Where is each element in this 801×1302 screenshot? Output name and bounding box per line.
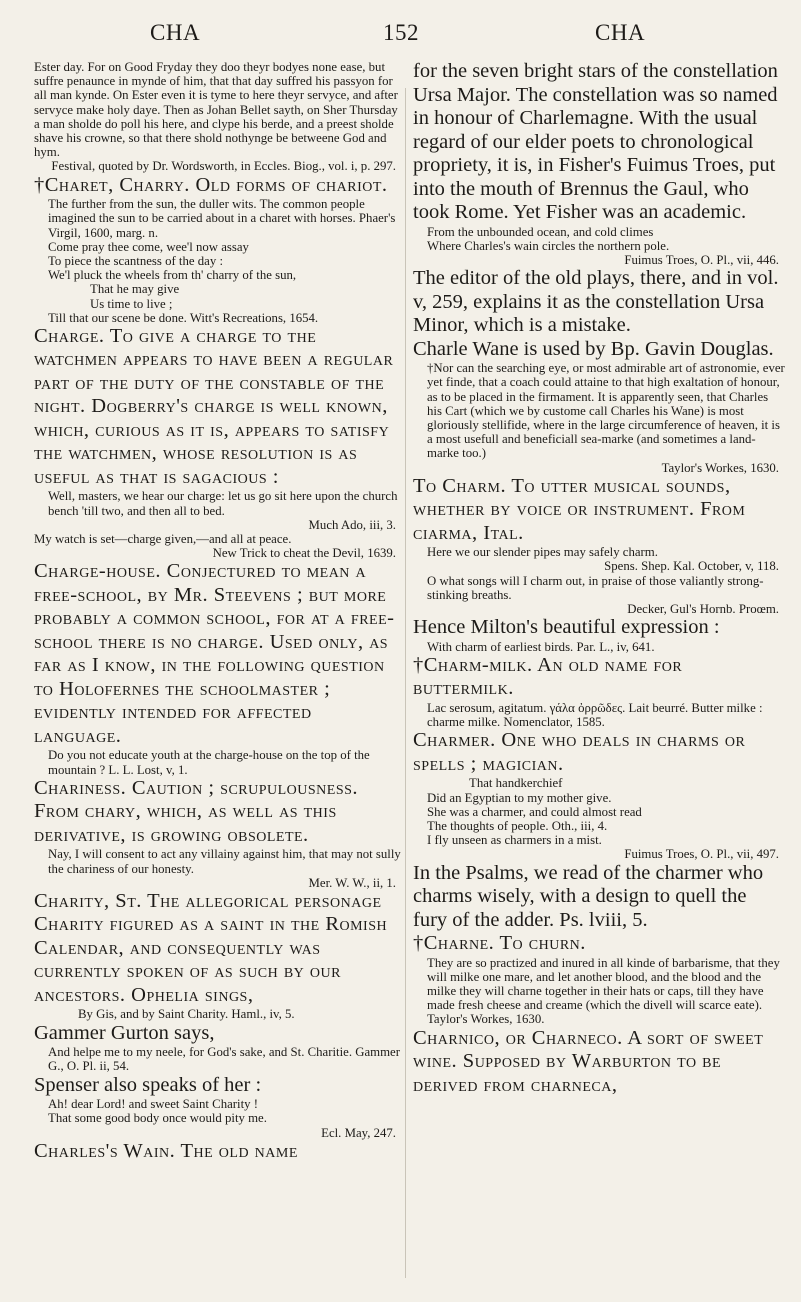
right-column xyxy=(413,60,785,1097)
quotation-text: And helpe me to my neele, for God's sake, and St. Charitie. Gammer G., O. Pl. ii, 54. xyxy=(48,1045,400,1074)
quotation-text: Do you not educate youth at the charge-house on the top of the mountain ? L. L. Lost, v, 1. xyxy=(48,748,370,777)
body-text: Hence Milton's beautiful expression : xyxy=(413,616,720,639)
quotation-text: By Gis, and by Saint Charity. Haml., iv, 5. xyxy=(78,1007,295,1022)
quotation-text: The thoughts of people. Oth., iii, 4. xyxy=(427,818,608,833)
quotation-text: Fuimus Troes, O. Pl., vii, 497. xyxy=(624,847,779,862)
entry-headword-paragraph: To Charm. To utter musical sounds, whether by voice or instrument. From ciarma, Ital. xyxy=(413,474,746,544)
body-text: Spenser also speaks of her : xyxy=(34,1073,262,1096)
quotation-text: Mer. W. W., ii, 1. xyxy=(308,875,396,890)
header-right-guide-word: CHA xyxy=(595,20,646,45)
body-text: Charle Wane is used by Bp. Gavin Douglas. xyxy=(413,337,774,360)
quotation-text: I fly unseen as charmers in a mist. xyxy=(427,833,602,848)
quotation-text: Well, masters, we hear our charge: let us go sit here upon the church bench 'till two, and then all to bed. xyxy=(48,489,398,518)
body-text: The editor of the old plays, there, and in vol. v, 259, explains it as the constellation Ursa Minor, which is a mistake. xyxy=(413,267,779,337)
quotation-text: †Nor can the searching eye, or most admirable art of astronomie, ever yet finde, that a coach could attaine to that high exaltation of honour, as to be placed in the firmament. It is apparently seen, that Charles his Cart (which we by custome call Charles his Wane) is most gloriously stellifide, where in the large circumference of heaven, it is a most usefull and beneficiall sea-marke (and sometimes a land-marke too.) xyxy=(427,361,785,461)
quotation-text: O what songs will I charm out, in praise of those valiantly strong-stinking breaths. xyxy=(427,573,764,602)
header-left-guide-word: CHA xyxy=(150,20,201,45)
column-divider xyxy=(405,88,406,1278)
body-text: In the Psalms, we read of the charmer who charms wisely, with a design to quell the fury of the adder. Ps. lviii, 5. xyxy=(413,861,764,931)
quotation-text: That handkerchief xyxy=(469,776,563,791)
entry-headword-paragraph: Charity, St. The allegorical personage Charity figured as a saint in the Romish Calendar, and consequently was currently spoken of as such by our ancestors. Ophelia sings, xyxy=(34,889,388,1006)
entry-headword-paragraph: Charge. To give a charge to the watchmen appears to have been a regular part of the duty of the constable of the night. Dogberry's charge is well known, which, curious as it is, appears to satisfy the watchmen, whose resolution is as useful as that is sagacious : xyxy=(34,324,394,488)
quotation-text: The further from the sun, the duller wits. The common people imagined the sun to be carried about in a charet with horses. Phaer's Virgil, 1600, marg. n. xyxy=(48,197,396,240)
quotation-text: Nay, I will consent to act any villainy against him, that may not sully the chariness of our honesty. xyxy=(48,847,401,876)
entry-headword-paragraph: Charles's Wain. The old name xyxy=(34,1139,298,1162)
quotation-text: Ecl. May, 247. xyxy=(321,1125,396,1140)
quotation-text: Festival, quoted by Dr. Wordsworth, in Eccles. Biog., vol. i, p. 297. xyxy=(51,159,396,174)
quotation-text: From the unbounded ocean, and cold climes xyxy=(427,224,654,239)
left-column xyxy=(34,60,402,1163)
quotation-text: Come pray thee come, wee'l now assay xyxy=(48,239,249,254)
quotation-text: Ah! dear Lord! and sweet Saint Charity ! xyxy=(48,1097,259,1112)
quotation-text: Till that our scene be done. Witt's Recreations, 1654. xyxy=(48,310,319,325)
page-number: 152 xyxy=(383,20,419,45)
quotation-text: That he may give xyxy=(90,282,180,297)
entry-headword-paragraph: †Charet, Charry. Old forms of chariot. xyxy=(34,173,388,196)
quotation-text: New Trick to cheat the Devil, 1639. xyxy=(212,546,396,561)
quotation-text: Ester day. For on Good Fryday they doo theyr bodyes none ease, but suffre penaunce in mynde of him, that that day suffred his passyon for all man kynde. On Ester even it is tyme to here theyr servyce, and after servyce make holy daye. Then as Johan Bellet sayth, on Sher Thursday a man sholde do poll his here, and clype his berde, and a preest sholde shave his crowne, so that there shold nothynge be betweene God and hym. xyxy=(34,60,398,160)
entry-headword-paragraph: Charmer. One who deals in charms or spells ; magician. xyxy=(413,729,746,775)
quotation-text: With charm of earliest birds. Par. L., iv, 641. xyxy=(427,639,655,654)
quotation-text: Here we our slender pipes may safely charm. xyxy=(427,545,658,560)
quotation-text: They are so practized and inured in all kinde of barbarisme, that they will milke one mare, and let another blood, and the blood and the milke they will charne together in their hats or caps, till they have made fresh cheese and creame (which the divell will scarce eate). Taylor's Workes, 1630. xyxy=(427,955,780,1027)
quotation-text: Spens. Shep. Kal. October, v, 118. xyxy=(604,559,779,574)
running-header xyxy=(0,14,801,54)
quotation-text: Decker, Gul's Hornb. Proœm. xyxy=(627,602,779,617)
quotation-text: My watch is set—charge given,—and all at peace. xyxy=(34,532,292,547)
body-text: Gammer Gurton says, xyxy=(34,1021,215,1044)
quotation-text: Us time to live ; xyxy=(90,296,173,311)
quotation-text: Where Charles's wain circles the northern pole. xyxy=(427,238,670,253)
entry-headword-paragraph: Charge-house. Conjectured to mean a free-school, by Mr. Steevens ; but more probably a common school, for at a free-school there is no charge. Used only, as far as I know, in the following question to Holofernes the schoolmaster ; evidently intended for affected language. xyxy=(34,560,395,747)
quotation-text: We'l pluck the wheels from th' charry of the sun, xyxy=(48,268,297,283)
quotation-text: That some good body once would pity me. xyxy=(48,1111,267,1126)
entry-headword-paragraph: Charnico, or Charneco. A sort of sweet wine. Supposed by Warburton to be derived from charneca, xyxy=(413,1026,764,1096)
quotation-text: To piece the scantness of the day : xyxy=(48,253,224,268)
quotation-text: Much Ado, iii, 3. xyxy=(308,517,396,532)
quotation-text: She was a charmer, and could almost read xyxy=(427,804,642,819)
quotation-text: Fuimus Troes, O. Pl., vii, 446. xyxy=(624,252,779,267)
quotation-text: Did an Egyptian to my mother give. xyxy=(427,790,612,805)
quotation-text: Lac serosum, agitatum. γάλα ὀρρῶδες. Lait beurré. Butter milke : charme milke. Nomenclator, 1585. xyxy=(427,700,763,730)
entry-headword-paragraph: Chariness. Caution ; scrupulousness. From chary, which, as well as this derivative, is growing obsolete. xyxy=(34,776,359,846)
entry-headword-paragraph: †Charne. To churn. xyxy=(413,932,586,955)
body-text: for the seven bright stars of the constellation Ursa Major. The constellation was so named in honour of Charlemagne. With the usual regard of our elder poets to chronological propriety, it is, in Fisher's Fuimus Troes, put into the mouth of Brennus the Gaul, who took Rome. Yet Fisher was an academic. xyxy=(413,60,778,223)
quotation-text: Taylor's Workes, 1630. xyxy=(661,460,779,475)
entry-headword-paragraph: †Charm-milk. An old name for buttermilk. xyxy=(413,653,683,700)
